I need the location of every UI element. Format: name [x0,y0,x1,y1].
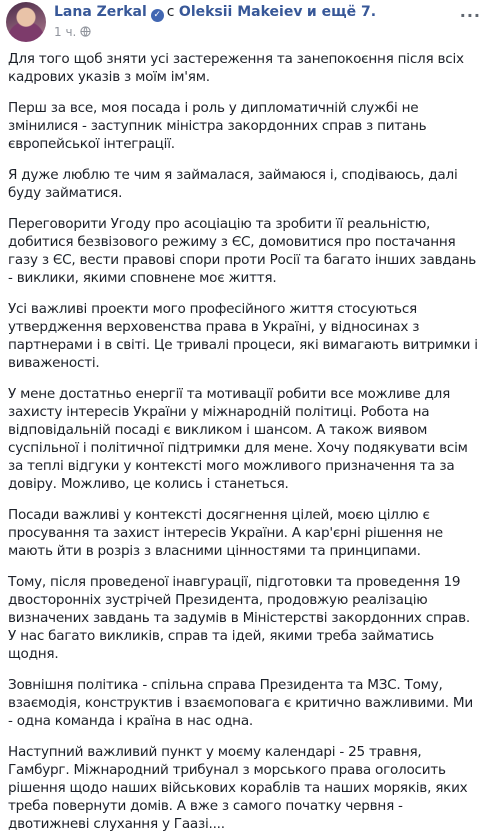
author-line [54,3,376,22]
tagged-others[interactable]: и ещё 7. [306,4,377,20]
verified-badge-icon: ✓ [151,9,164,22]
post-time-line [54,24,91,40]
post-body [0,44,489,833]
post-paragraph: Зовнішня політика - спільна справа Президента та МЗС. Тому, взаємодія, конструктив і взаємоповага є критично важливими. Ми - одна команда і країна в нас одна. [8,677,473,729]
post-paragraph: Тому, після проведеної інавгурації, підготовки та проведення 19 двосторонніх зустрічей Президента, продовжую реалізацію визначених завдань та задумів в Міністерстві закордонних справ. У нас багато викликів, справ та ідей, якими треба займатись щодня. [8,574,470,662]
more-options-icon[interactable]: ··· [459,6,481,25]
author-name[interactable]: Lana Zerkal [54,4,147,20]
post-paragraph: Наступний важливий пункт у моєму календарі - 25 травня, Гамбург. Міжнародний трибунал з морського права оголосить рішення щодо наших військових кораблів та наших моряків, яких треба повернути домів. А вже з самого початку червня - двотижневі слухання у Гаазі.... [8,744,468,832]
post-paragraph: Усі важливі проекти мого професійного життя стосуються утвердження верховенства права в Україні, у відносинах з партнерами і в світі. Це тривалі процеси, які вимагають витримки і виваженості. [8,301,478,371]
globe-icon [80,26,91,37]
post-paragraph: Я дуже люблю те чим я займалася, займаюся і, сподіваюсь, далі буду займатися. [8,167,458,201]
post-paragraph: Посади важливі у контексті досягнення цілей, моєю ціллю є просування та захист інтересів України. А кар'єрні рішення не мають йти в розріз з власними цінностями та принципами. [8,507,443,559]
tagged-person[interactable]: Oleksii Makeiev [178,4,303,20]
with-prefix: с [166,4,175,20]
post-paragraph: Для того щоб зняти усі застереження та занепокоєння після всіх кадрових указів з моїм ім'ям. [8,51,464,85]
post-header [0,0,489,44]
post-paragraph: У мене достатньо енергії та мотивації робити все можливе для захисту інтересів України у міжнародній політиці. Робота на відповідальній посаді є викликом і шансом. А також виявом суспільної і політичної підтримки для мене. Хочу подякувати всім за теплі відгуки у контексті мого можливого призначення та за довіру. Можливо, це колись і станеться. [8,386,468,492]
post-paragraph: Перш за все, моя посада і роль у дипломатичній службі не змінилися - заступник міністра закордонних справ з питань європейської інтеграції. [8,100,427,152]
post-timestamp[interactable]: 1 ч. [54,25,77,39]
post-paragraph: Переговорити Угоду про асоціацію та зробити її реальністю, добитися безвізового режиму з ЄС, домовитися про постачання газу з ЄС, вести правові спори проти Росії та багато інших завдань - виклики, якими сповнене моє життя. [8,216,476,286]
avatar[interactable] [6,2,46,42]
